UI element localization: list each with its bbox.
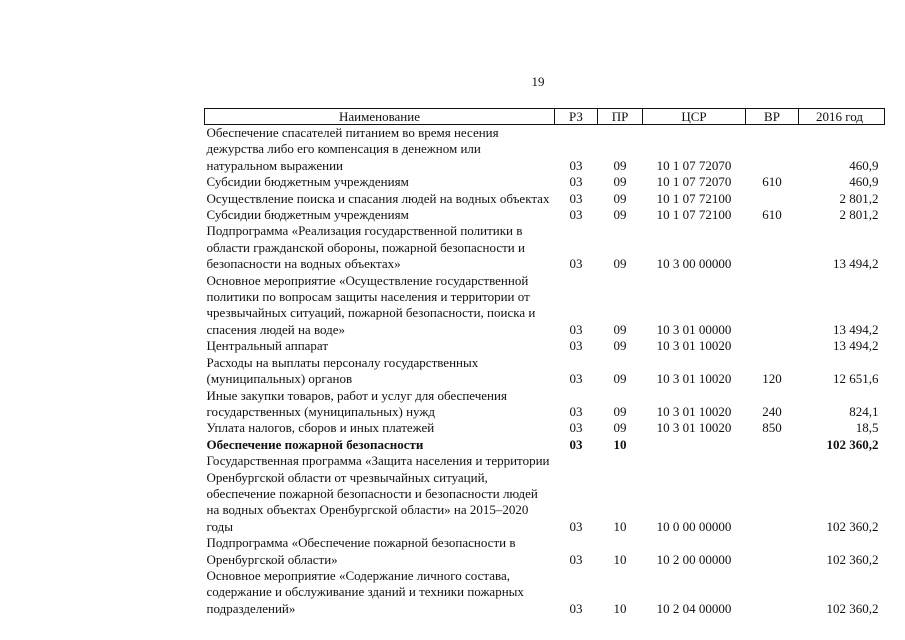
row-csr: 10 1 07 72070: [656, 157, 732, 173]
header-year: 2016 год: [799, 109, 885, 125]
row-vr: 610: [762, 207, 782, 223]
table-row: [205, 273, 885, 339]
page-number: 19: [531, 74, 545, 89]
row-rz: 03: [569, 207, 583, 223]
row-csr: 10 3 01 10020: [656, 338, 732, 354]
row-name: Государственная программа «Защита населения и территории Оренбургской области от чрезвычайных ситуаций, обеспечение пожарной безопасности и безопасности людей на водных объектах Оренбургской области» на 2015–2020 годы: [206, 453, 550, 534]
row-sum: 13 494,2: [833, 321, 879, 337]
row-pr: 09: [613, 338, 627, 354]
table-row: [205, 174, 885, 190]
row-sum: 460,9: [849, 157, 879, 173]
row-sum: 102 360,2: [826, 600, 879, 616]
row-name: Центральный аппарат: [206, 338, 329, 354]
row-rz: 03: [569, 157, 583, 173]
header-name: Наименование: [205, 109, 555, 125]
table-row: [205, 420, 885, 436]
header-csr: ЦСР: [643, 109, 746, 125]
row-sum: 102 360,2: [826, 436, 879, 452]
row-pr: 09: [613, 174, 627, 190]
row-rz: 03: [569, 551, 583, 567]
row-sum: 102 360,2: [826, 551, 879, 567]
row-csr: 10 3 01 10020: [656, 420, 732, 436]
table-row: [205, 125, 885, 175]
header-pr: ПР: [598, 109, 643, 125]
row-pr: 09: [613, 190, 627, 206]
row-pr: 09: [613, 256, 627, 272]
row-sum: 13 494,2: [833, 338, 879, 354]
row-name: Основное мероприятие «Осуществление государственной политики по вопросам защиты населения и территории от чрезвычайных ситуаций, пожарной безопасности, поиска и спасения людей на воде»: [206, 272, 536, 337]
row-vr: [746, 273, 799, 339]
row-pr: 09: [613, 157, 627, 173]
header-rz: РЗ: [555, 109, 598, 125]
row-vr: [746, 223, 799, 272]
row-vr: 850: [762, 420, 782, 436]
row-csr: 10 0 00 00000: [656, 518, 732, 534]
table-row: [205, 223, 885, 272]
row-csr: 10 3 01 10020: [656, 403, 732, 419]
row-vr: 240: [762, 403, 782, 419]
table-row: [205, 338, 885, 354]
table-row: [205, 437, 885, 453]
row-sum: 102 360,2: [826, 518, 879, 534]
row-sum: 460,9: [849, 174, 879, 190]
row-csr: [643, 437, 746, 453]
row-vr: 120: [762, 371, 782, 387]
row-rz: 03: [569, 256, 583, 272]
row-sum: 2 801,2: [839, 190, 879, 206]
row-rz: 03: [569, 436, 583, 452]
row-pr: 10: [613, 436, 627, 452]
table-row: [205, 207, 885, 223]
row-sum: 824,1: [849, 403, 879, 419]
row-csr: 10 3 01 00000: [656, 321, 732, 337]
row-name: Уплата налогов, сборов и иных платежей: [206, 420, 435, 436]
row-name: Основное мероприятие «Содержание личного состава, содержание и обслуживание зданий и техники пожарных подразделений»: [206, 567, 524, 616]
row-sum: 2 801,2: [839, 207, 879, 223]
row-name: Обеспечение спасателей питанием во время несения дежурства либо его компенсация в денежном или натуральном выражении: [206, 125, 499, 173]
row-rz: 03: [569, 371, 583, 387]
row-name: Осуществление поиска и спасания людей на водных объектах: [206, 190, 550, 206]
row-sum: 13 494,2: [833, 256, 879, 272]
table-row: [205, 191, 885, 207]
row-csr: 10 1 07 72070: [656, 174, 732, 190]
table-body: [205, 125, 885, 618]
row-rz: 03: [569, 338, 583, 354]
row-csr: 10 2 00 00000: [656, 551, 732, 567]
table-row: [205, 355, 885, 388]
table-row: [205, 388, 885, 421]
row-name: Расходы на выплаты персоналу государственных (муниципальных) органов: [206, 354, 479, 387]
row-name: Подпрограмма «Реализация государственной политики в области гражданской обороны, пожарной безопасности и безопасности на водных объектах»: [206, 223, 525, 272]
row-pr: 09: [613, 403, 627, 419]
row-rz: 03: [569, 420, 583, 436]
row-name: Субсидии бюджетным учреждениям: [206, 174, 409, 190]
row-csr: 10 3 00 00000: [656, 256, 732, 272]
row-pr: 09: [613, 371, 627, 387]
row-csr: 10 3 01 10020: [656, 371, 732, 387]
table-row: [205, 535, 885, 568]
budget-table: [204, 108, 885, 617]
row-name: Подпрограмма «Обеспечение пожарной безопасности в Оренбургской области»: [206, 535, 516, 567]
header-vr: ВР: [746, 109, 799, 125]
row-pr: 10: [613, 600, 627, 616]
row-pr: 10: [613, 551, 627, 567]
row-csr: 10 1 07 72100: [656, 190, 732, 206]
row-rz: 03: [569, 600, 583, 616]
row-name: Субсидии бюджетным учреждениям: [206, 207, 409, 223]
row-name: Иные закупки товаров, работ и услуг для обеспечения государственных (муниципальных) нужд: [206, 387, 507, 419]
row-vr: [746, 338, 799, 354]
row-pr: 09: [613, 321, 627, 337]
row-csr: 10 2 04 00000: [656, 600, 732, 616]
row-vr: 610: [762, 174, 782, 190]
table-row: [205, 568, 885, 617]
row-vr: [746, 191, 799, 207]
row-vr: [746, 535, 799, 568]
row-sum: 18,5: [855, 420, 879, 436]
row-vr: [746, 453, 799, 535]
table-row: [205, 453, 885, 535]
row-pr: 10: [613, 518, 627, 534]
row-pr: 09: [613, 207, 627, 223]
row-csr: 10 1 07 72100: [656, 207, 732, 223]
row-rz: 03: [569, 321, 583, 337]
row-pr: 09: [613, 420, 627, 436]
table-header-row: [205, 109, 885, 125]
row-vr: [746, 437, 799, 453]
row-vr: [746, 125, 799, 175]
row-name: Обеспечение пожарной безопасности: [206, 436, 424, 452]
row-vr: [746, 568, 799, 617]
row-rz: 03: [569, 403, 583, 419]
row-sum: 12 651,6: [833, 371, 879, 387]
row-rz: 03: [569, 518, 583, 534]
row-rz: 03: [569, 190, 583, 206]
row-rz: 03: [569, 174, 583, 190]
